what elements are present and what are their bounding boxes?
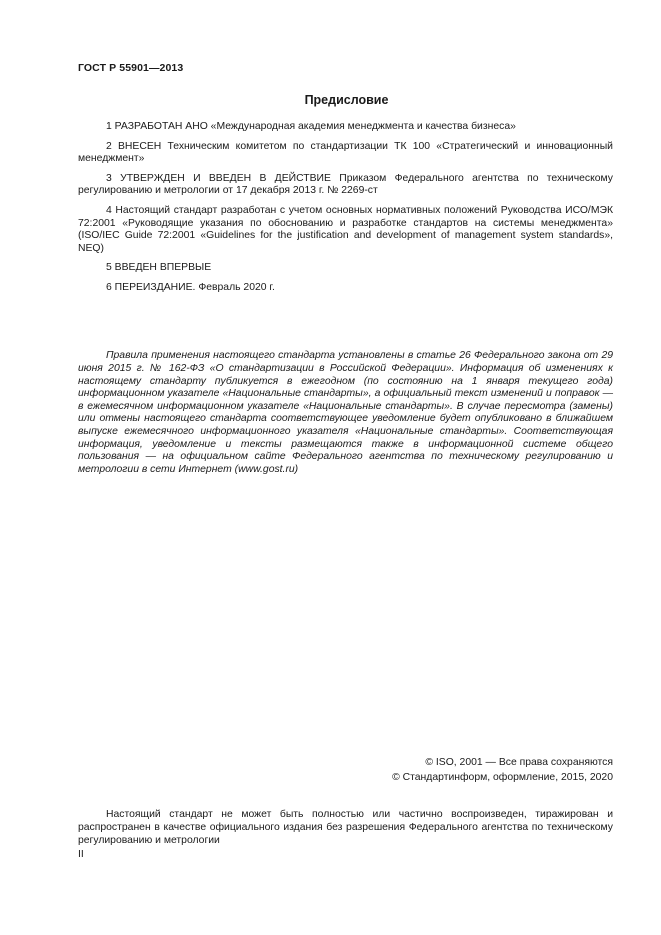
reproduction-notice: Настоящий стандарт не может быть полностью или частично воспроизведен, тиражирован и распространен в качестве официального издания без разрешения Федерального агентства по техническому регулированию и метрологии bbox=[78, 809, 613, 846]
page-title: Предисловие bbox=[304, 93, 389, 107]
foreword-items bbox=[78, 121, 613, 302]
copyright-iso: © ISO, 2001 — Все права сохраняются bbox=[425, 757, 613, 768]
foreword-item-6: 6 ПЕРЕИЗДАНИЕ. Февраль 2020 г. bbox=[106, 281, 275, 293]
foreword-item-4: 4 Настоящий стандарт разработан с учетом основных нормативных положений Руководства ИСО/МЭК 72:2001 «Руководящие указания по обоснованию и разработке стандартов на системы менеджмента» (ISO/IEC Guide 72:2001 «Guidelines for the justification and development of management system standards», NEQ) bbox=[78, 204, 613, 254]
foreword-item-2: 2 ВНЕСЕН Техническим комитетом по стандартизации ТК 100 «Стратегический и инновационный менеджмент» bbox=[78, 140, 613, 165]
foreword-item-1: 1 РАЗРАБОТАН АНО «Международная академия менеджмента и качества бизнеса» bbox=[106, 121, 516, 132]
copyright-block bbox=[392, 755, 613, 785]
copyright-standartinform: © Стандартинформ, оформление, 2015, 2020 bbox=[392, 772, 613, 783]
page-number: II bbox=[78, 849, 84, 860]
foreword-item-5: 5 ВВЕДЕН ВПЕРВЫЕ bbox=[106, 262, 212, 274]
foreword-item-3: 3 УТВЕРЖДЕН И ВВЕДЕН В ДЕЙСТВИЕ Приказом Федерального агентства по техническому регулированию и метрологии от 17 декабря 2013 г. № 2269-ст bbox=[78, 172, 613, 197]
application-rules-notice: Правила применения настоящего стандарта установлены в статье 26 Федерального закона от 29 июня 2015 г. № 162-ФЗ «О стандартизации в Российской Федерации». Информация об изменениях к настоящему стандарту публикуется в ежегодном (по состоянию на 1 января текущего года) информационном указателе «Национальные стандарты», а официальный текст изменений и поправок — в ежемесячном информационном указателе «Национальные стандарты». В случае пересмотра (замены) или отмены настоящего стандарта соответствующее уведомление будет опубликовано в ближайшем выпуске ежемесячного информационного указателя «Национальные стандарты». Соответствующая информация, уведомление и тексты размещаются также в информационной системе общего пользования — на официальном сайте Федерального агентства по техническому регулированию и метрологии в сети Интернет (www.gost.ru) bbox=[78, 350, 613, 475]
document-number: ГОСТ Р 55901—2013 bbox=[78, 62, 184, 74]
